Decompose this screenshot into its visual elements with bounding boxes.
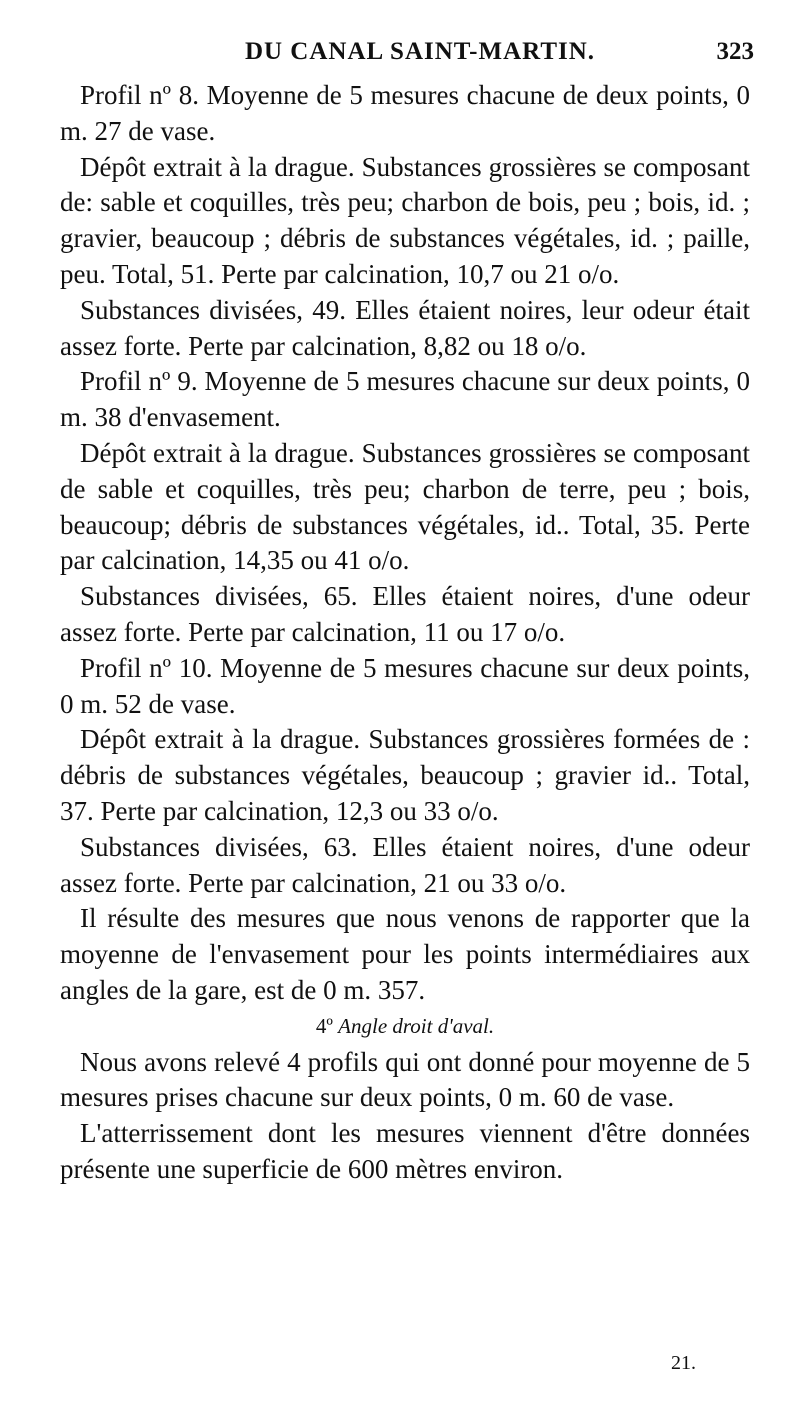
- paragraph: Il résulte des mesures que nous venons de rapporter que la moyenne de l'envasement pour les points intermédiaires aux angles de la gare, est de 0 m. 357.: [60, 903, 750, 1005]
- section-heading: [60, 1009, 750, 1045]
- running-title: DU CANAL SAINT-MARTIN.: [244, 38, 596, 65]
- paragraph: Substances divisées, 49. Elles étaient noires, leur odeur était assez forte. Perte par calcination, 8,82 ou 18 o/o.: [60, 294, 750, 361]
- paragraph: Dépôt extrait à la drague. Substances grossières se composant de sable et coquilles, très peu; charbon de terre, peu ; bois, beaucoup; débris de substances végétales, id.. Total, 35. Perte par calcination, 14,35 ou 41 o/o.: [60, 437, 750, 576]
- page-body: [60, 78, 750, 1188]
- paragraph: Profil nº 9. Moyenne de 5 mesures chacune sur deux points, 0 m. 38 d'envasement.: [60, 366, 750, 433]
- paragraph: Profil nº 10. Moyenne de 5 mesures chacune sur deux points, 0 m. 52 de vase.: [60, 652, 750, 719]
- section-title: Angle droit d'aval.: [338, 1013, 495, 1038]
- paragraph: Substances divisées, 65. Elles étaient noires, d'une odeur assez forte. Perte par calcination, 11 ou 17 o/o.: [60, 581, 750, 647]
- paragraph: Dépôt extrait à la drague. Substances grossières se composant de: sable et coquilles, très peu; charbon de bois, peu ; bois, id. ; gravier, beaucoup ; débris de substances végétales, id. ; paille, peu. Total, 51. Perte par calcination, 10,7 ou 21 o/o.: [60, 151, 750, 289]
- section-number: 4º: [315, 1013, 333, 1038]
- signature-mark: 21.: [671, 1352, 696, 1374]
- paragraph: Nous avons relevé 4 profils qui ont donné pour moyenne de 5 mesures prises chacune sur deux points, 0 m. 60 de vase.: [60, 1046, 750, 1113]
- paragraph: L'atterrissement dont les mesures viennent d'être données présente une superficie de 600 mètres environ.: [60, 1118, 750, 1184]
- page-number: 323: [716, 38, 754, 65]
- paragraph: Profil nº 8. Moyenne de 5 mesures chacune de deux points, 0 m. 27 de vase.: [60, 80, 750, 146]
- running-head: [60, 30, 754, 70]
- paragraph: Dépôt extrait à la drague. Substances grossières formées de : débris de substances végétales, beaucoup ; gravier id.. Total, 37. Perte par calcination, 12,3 ou 33 o/o.: [60, 724, 750, 826]
- paragraph: Substances divisées, 63. Elles étaient noires, d'une odeur assez forte. Perte par calcination, 21 ou 33 o/o.: [60, 831, 750, 898]
